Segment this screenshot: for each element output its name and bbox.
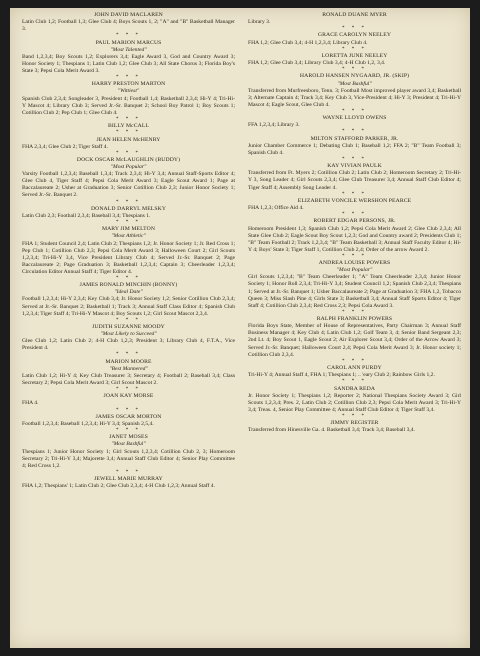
senior-entry <box>248 115 461 135</box>
senior-activities: FHA 1,2; Thespians' 1; Latin Club 2; Glee Club 2,3,4; 4-H Club 1,2,3; Annual Staff 4. <box>22 483 216 490</box>
senior-activities: Football 1,2,3,4; Baseball 1,2,3,4; Hi-Y 3,4; Spanish 2,5,4. <box>22 420 154 427</box>
senior-entry <box>22 393 235 413</box>
senior-activities: FHA 2,3,4; Glee Club 2; Tiger Staff 4. <box>22 143 108 150</box>
entry-separator: * * * <box>116 130 141 136</box>
entry-separator: * * * <box>116 150 141 156</box>
senior-entry <box>248 32 461 52</box>
senior-activities: Football 1,2,3,4; Hi-Y 2,3,4; Key Club 3,4; Jr. Honor Society 1,2; Senior Cotillion Club 2,3,4; Served at Jr.-Sr. Banquet 2; Basketball 1; Track 3; Annual Staff Class Editor 4; Spanish Club 1,2,3,4; Tiger Staff 4; Tri-Hi-Y Mascot 4; Boy Scouts 1,2; Girl Scout Mascot 2,3,4. <box>22 296 235 317</box>
senior-superlative: "Most Talented" <box>110 46 147 53</box>
senior-name: JAMES OSCAR MORTON <box>95 413 162 420</box>
entry-separator: * * * <box>116 352 141 358</box>
senior-superlative: "Most Popular" <box>336 267 373 274</box>
senior-entry <box>248 163 461 198</box>
senior-entry <box>22 137 235 157</box>
senior-name: JOAN KAY MORSE <box>103 393 154 400</box>
senior-activities: Girl Scouts 1,2,3,4; "B" Team Cheerleader 1; "A" Team Cheerleader 2,3,4; Junior Honor Society 1; Honor Roll 2,3,4; Tri-Hi-Y 3,4; Student Council 1,2; Spanish Club 2,3,4; Thespians 1; Served at Jr.-Sr. Banquet 1; Usher Baccalaureate 2; Page at Graduation 3; FHA 1,2, Tobacco Queen 3; Miss Slash Pine 4; Girls State 3; Basketball 3,4; Annual Staff Sports Editor 4; Tiger Staff 4; Cotillion Club 2,3,4; Red Cross 2,3; Pepsi Cola Award 3. <box>248 274 461 309</box>
senior-name: JIMMY REGISTER <box>330 420 379 427</box>
senior-entry <box>248 53 461 73</box>
senior-entry <box>22 359 235 394</box>
senior-entry <box>22 123 235 136</box>
senior-superlative: "Most Likely to Succeed" <box>100 331 157 338</box>
senior-superlative: "Most Bashful" <box>337 80 372 87</box>
entry-separator: * * * <box>342 413 367 419</box>
entry-separator: * * * <box>116 220 141 226</box>
yearbook-page <box>10 8 470 648</box>
senior-entry <box>248 198 461 218</box>
senior-entry <box>248 260 461 316</box>
senior-name: JOHN DAVID MACLAREN <box>94 12 163 18</box>
senior-name: MARY JIM MELTON <box>101 226 156 233</box>
senior-name: JAMES RONALD MINCHIN (BONNY) <box>79 282 178 289</box>
senior-name: ANDREA LOUISE POWERS <box>318 260 391 267</box>
entry-separator: * * * <box>342 253 367 259</box>
senior-name: ELIZABETH VONCILE WERSHON PEARCE <box>297 197 412 204</box>
senior-activities: Varsity Football 1,2,3,4; Baseball 1,3,4; Track 2,3,4; Hi-Y 3,4; Annual Staff-Sports Editor 4; Glee Club 4, Tiger Staff 4; Pepsi Cola Merit Award 3; Eagle Scout Award 1; Page at Baccalaureate 2; Usher at Graduation 3; Senior Cotillion Club 2,3; Junior Honor Society 1; Served Jr.-Sr. Banquet 2. <box>22 171 235 199</box>
senior-name: CAROL ANN PURDY <box>327 365 382 372</box>
senior-entry <box>22 81 235 123</box>
senior-entry <box>22 476 235 490</box>
senior-activities: Homeroom President 1,3; Spanish Club 1,2; Pepsi Cola Merit Award 2; Glee Club 2,3,4; All State Glee Club 2; Eagle Scout Boy Scout 1,2,3; God and Country award 2; Presidents Club 1; "B" Team Football 2; Track 1,2,3,4; "B" Team Basketball 3; Annual Staff Faculty Editor 4; Hi-Y 4; Boys' State 3; Tiger Staff 1, Cotillion Club 2,4; Order of the arrow Award 2. <box>248 225 461 253</box>
senior-activities: FHA 1,2; Glee Club 3,4; Library Club 3,4; 4-H Club 1,2, 3,4. <box>248 60 386 67</box>
entry-separator: * * * <box>116 199 141 205</box>
senior-name: JEAN HELEN McHENRY <box>96 136 161 143</box>
senior-name: WAYNE LLOYD OWENS <box>322 115 387 122</box>
entry-separator: * * * <box>342 379 367 385</box>
senior-activities: Spanish Club 2,3,4; Songleader 3, President 4; Football 1,4; Basketball 2,3,4; Hi-Y 4; Tri-Hi-Y Mascot 4; Library Club 3; Served Jr.-Sr. Banquet 2; School Boy Patrol 1; Boy Scouts 1; Cotillion Club 2; Pep Club 1; Glee Club 4. <box>22 95 235 116</box>
senior-activities: Florida Boys State, Member of House of Representatives, Party Chairman 3; Annual Staff Business Manager 4; Key Club 4; Latin Club 1,2; Golf Team 3, 4; Senior Band Sergeant 2,3; 2nd Lt. 4; Boy Scout 1, Eagle Scout 2; Air Explorer Scout 3,4; Order of the Arrow Award 3; Served Jr.-Sr. Banquet; Halloween Court 2,4; Pepsi Cola Merit Award 3; Jr. Honor society 1; Cotillion Club 2,3,4. <box>248 323 461 358</box>
senior-name: ROBERT EDGAR PERSONS, JR. <box>313 218 396 225</box>
senior-entry <box>22 157 235 206</box>
senior-activities: Transferred from Murfreesboro, Tenn. 3; Football Most improved player award 3,4; Basketball 3; Alternate Captain 4; Track 3,4; Key Club 3, Vice-President 4; Hi-Y 3; President 4; Tri-Hi-Y Mascot 4; Eagle Scout, Glee Club 4. <box>248 87 461 108</box>
senior-name: JEWELL MARIE MURRAY <box>94 476 163 483</box>
entry-separator: * * * <box>342 108 367 114</box>
left-column <box>22 12 235 490</box>
senior-name: DONALD DARRYL MELSKY <box>90 205 167 212</box>
entry-separator: * * * <box>116 428 141 434</box>
senior-entry <box>248 136 461 164</box>
senior-activities: Tri-Hi-Y 4; Annual Staff 4, FHA 1; Thespians 1; .. 'eary Club 2; Rainbow Girls 1,2. <box>248 372 435 379</box>
right-column <box>248 12 461 434</box>
senior-entry <box>248 12 461 32</box>
senior-activities: Transferred from Ft. Myers 2; Cotillion Club 2; Latin Club 2; Homeroom Secretary 2; Tri-Hi-Y 3, Song Leader 4; Girl Scouts 2,3,4; Glee Club Treasurer 3,4; Annual Staff Club Editor 4; Tiger Staff 4; Assembly Song Leader 4. <box>248 170 461 191</box>
senior-entry <box>22 226 235 282</box>
senior-name: RALPH FRANKLIN POWERS <box>316 316 393 323</box>
senior-entry <box>248 420 461 434</box>
senior-name: GRACE CAROLYN NEELEY <box>317 32 392 39</box>
senior-name: JUDITH SUZANNE MOODY <box>92 324 165 331</box>
senior-entry <box>22 40 235 82</box>
senior-entry <box>22 12 235 40</box>
senior-name: PAUL MARION MARCUS <box>95 39 162 46</box>
senior-activities: Thespians 1; Junior Honor Society 1; Girl Scouts 1,2,3,4; Cotillion Club 2, 3; Homeroom Secretary 2; Tri-Hi-Y 3,4; Majorette 3,4; Annual Staff Club Editor 4; Senior Play Committee 4; Red Cross 1,2. <box>22 448 235 469</box>
senior-activities: Latin Club 2,3; Football 2,3,4; Baseball 3,4; Thespians 1. <box>22 212 151 219</box>
senior-entry <box>248 365 461 385</box>
senior-superlative: "Best Mannered" <box>109 365 148 372</box>
senior-activities: FFA 1,2,3,4; Library 3. <box>248 122 300 129</box>
senior-activities: Band 1,2,3,4; Boy Scouts 1,2; Explorers 3,4; Eagle Award 3, God and Country Award 3; Honor Society 1; Thespians 1; Latin Club 1,2; Glee Club 3; All State Chorus 3; Florida Boy's State 3; Pepsi Cola Merit Award 3. <box>22 53 235 74</box>
entry-separator: * * * <box>342 191 367 197</box>
senior-name: MILTON STAFFORD PARKER, JR. <box>310 135 399 142</box>
entry-separator: * * * <box>116 317 141 323</box>
entry-separator: * * * <box>116 469 141 475</box>
senior-name: RONALD DUANE MYER <box>322 12 387 18</box>
entry-separator: * * * <box>342 212 367 218</box>
senior-activities: Glee Club 1,2; Latin Club 2; 4-H Club 1,2,3; President 3; Library Club 4, F.T.A., Vice President 4. <box>22 338 235 352</box>
entry-separator: * * * <box>116 33 141 39</box>
senior-superlative: "Most Popular" <box>110 164 147 171</box>
senior-entry <box>22 206 235 226</box>
entry-separator: * * * <box>342 156 367 162</box>
senior-entry <box>248 386 461 421</box>
senior-entry <box>22 324 235 359</box>
entry-separator: * * * <box>116 275 141 281</box>
senior-activities: Latin Club 1,2; Football 1,3; Glee Club 4; Boys Scouts 1, 2; "A" and "B" Basketball Manager 3. <box>22 19 235 33</box>
senior-name: MARION MOORE <box>105 358 152 365</box>
entry-separator: * * * <box>342 309 367 315</box>
senior-entry <box>22 282 235 324</box>
senior-superlative: "Wittiest" <box>117 88 140 95</box>
entry-separator: * * * <box>116 387 141 393</box>
senior-entry <box>248 73 461 115</box>
entry-separator: * * * <box>116 116 141 122</box>
entry-separator: * * * <box>342 26 367 32</box>
senior-activities: Transferred from Hinesville Ga. 4. Basketball 3,4; Track 3,4; Baseball 3,4. <box>248 427 415 434</box>
senior-activities: Latin Club 1,2; Hi-Y 4; Key Club Treasurer 3; Secretary 4; Football 2; Baseball 3,4; Class Secretary 2; Pepsi Cola Merit Award 3; Girl Scout Mascot 2. <box>22 372 235 386</box>
senior-entry <box>248 218 461 260</box>
entry-separator: * * * <box>116 75 141 81</box>
senior-superlative: "Most Athletic" <box>111 233 146 240</box>
senior-activities: FHA 1,2,3; Office Aid 4. <box>248 205 304 212</box>
entry-separator: * * * <box>342 358 367 364</box>
senior-name: JANET MOSES <box>109 434 148 441</box>
senior-activities: Junior Chamber Commerce 1; Debating Club 1; Baseball 1,2; FFA 2; "B" Team Football 3; Spanish Club 4. <box>248 142 461 156</box>
senior-name: KAY VIVIAN PAULK <box>327 163 382 170</box>
senior-name: HARRY PRESTON MARTON <box>91 81 166 88</box>
senior-superlative: "Most Bashful" <box>111 441 146 448</box>
senior-name: BILLY McCALL <box>107 123 149 130</box>
entry-separator: * * * <box>342 67 367 73</box>
senior-activities: Jr. Honor Society 1; Thespians 1,2; Reporter 2; National Thespians Society Award 3; Girl Scouts 1,2,3,4; Pres. 2, Latin Club 2; Cotillion Club 2,3; Pepsi Cola Merit Award 3; Tri-Hi-Y 3,4; Treas. 4, Senior Play Committee 4; Annual Staff Club Editor 4; Tiger Staff 3,4. <box>248 392 461 413</box>
senior-name: LORETTA JUNE NEELEY <box>321 52 388 59</box>
senior-activities: Library 3. <box>248 19 271 26</box>
senior-name: SANDRA REDA <box>333 385 376 392</box>
entry-separator: * * * <box>342 129 367 135</box>
senior-activities: FHA 4. <box>22 400 39 407</box>
entry-separator: * * * <box>342 46 367 52</box>
senior-name: HAROLD HANSEN NYGAARD, JR. (SKIP) <box>299 73 410 80</box>
senior-activities: FHA 1; Student Council 2,4; Latin Club 2; Thespians 1,2; Jr. Honor Society 1; Jr. Red Cross 1; Pep Club 1; Cotillion Club 2,3; Pepsi Cola Merit Award 3; Halloween Court 2; Girl Scouts 1,2,3,4; Tri-Hi-Y 3,4, Vice President Library Club 4; Served Jr.-Sr. Banquet 2; Page Baccalaureate 2; Page Graduation 3; Basketball 1,2,3,4; Captain 3; Cheerleader 1,2,3,4; Circulation Editor Annual Staff 4; Tiger Editor 4. <box>22 240 235 275</box>
entry-separator: * * * <box>116 407 141 413</box>
senior-entry <box>22 434 235 476</box>
senior-name: DOCK OSCAR McLAUGHLIN (BUDDY) <box>76 156 181 163</box>
senior-superlative: "Ideal Date" <box>114 289 143 296</box>
senior-entry <box>22 414 235 434</box>
senior-activities: FHA 1,2; Glee Club 3,4; 4-H 1,2,3,4; Library Club 4. <box>248 39 368 46</box>
senior-entry <box>248 316 461 365</box>
